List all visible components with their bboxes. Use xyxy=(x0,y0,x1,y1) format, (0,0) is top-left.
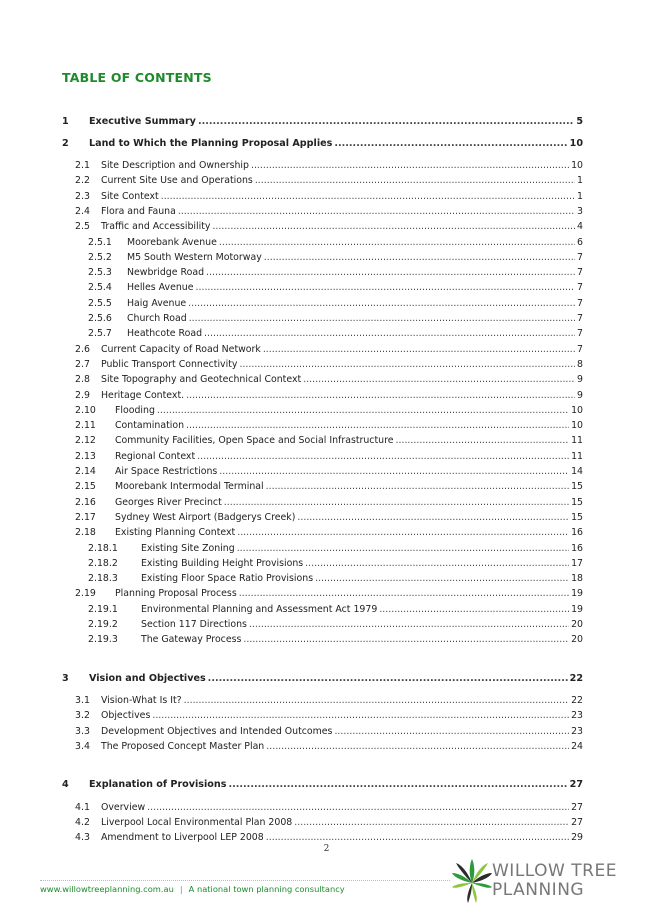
toc-entry[interactable] xyxy=(88,297,583,311)
toc-dot-leader xyxy=(237,526,569,540)
toc-entry-page: 27 xyxy=(569,779,583,791)
toc-entry[interactable] xyxy=(75,205,583,219)
toc-entry-page: 7 xyxy=(577,313,583,324)
toc-entry[interactable] xyxy=(88,603,583,617)
toc-dot-leader xyxy=(266,740,569,754)
toc-entry-number: 2.16 xyxy=(75,496,96,508)
toc-entry-page: 23 xyxy=(571,725,583,737)
toc-dot-leader xyxy=(196,281,576,295)
toc-entry-page: 24 xyxy=(571,741,583,752)
toc-entry-number: 3.4 xyxy=(75,741,90,752)
footer-tagline: A national town planning consultancy xyxy=(188,884,345,894)
toc-entry-title: Vision-What Is It? xyxy=(101,695,182,707)
footer-divider xyxy=(40,880,450,881)
toc-entry-title: The Proposed Concept Master Plan xyxy=(101,741,265,752)
toc-entry[interactable] xyxy=(88,572,583,586)
toc-entry-title: Development Objectives and Intended Outcomes xyxy=(101,725,333,737)
toc-entry-title: Existing Planning Context xyxy=(115,527,236,539)
toc-entry-page: 18 xyxy=(571,573,583,585)
toc-heading: TABLE OF CONTENTS xyxy=(62,70,212,85)
toc-entry-page: 1 xyxy=(577,175,583,187)
toc-dot-leader xyxy=(188,297,575,311)
toc-entry-title: Church Road xyxy=(127,313,187,324)
toc-entry-page: 14 xyxy=(571,466,583,477)
toc-entry[interactable] xyxy=(75,709,583,723)
toc-entry-number: 2.5.5 xyxy=(88,297,112,309)
toc-entry[interactable] xyxy=(88,618,583,632)
footer-separator: | xyxy=(179,884,183,894)
toc-entry-title: Flooding xyxy=(115,404,155,416)
toc-entry[interactable] xyxy=(62,115,583,129)
toc-entry[interactable] xyxy=(88,327,583,341)
toc-entry-number: 2.9 xyxy=(75,389,90,401)
toc-entry-number: 2.11 xyxy=(75,420,96,432)
toc-entry-page: 19 xyxy=(571,588,583,600)
toc-entry[interactable] xyxy=(88,312,583,326)
toc-entry-number: 3.2 xyxy=(75,710,90,722)
toc-entry-number: 2.13 xyxy=(75,450,96,462)
toc-entry-title: Helles Avenue xyxy=(127,282,194,294)
toc-entry[interactable] xyxy=(75,740,583,754)
toc-entry-number: 3.1 xyxy=(75,695,90,707)
toc-entry-number: 2.5 xyxy=(75,221,90,233)
toc-entry-number: 2.19.3 xyxy=(88,634,118,646)
toc-dot-leader xyxy=(197,450,569,464)
toc-dot-leader xyxy=(184,694,569,708)
page-number: 2 xyxy=(323,844,330,854)
toc-entry-page: 27 xyxy=(571,801,583,813)
toc-entry[interactable] xyxy=(75,801,583,815)
toc-entry-page: 11 xyxy=(571,450,583,462)
toc-entry-page: 9 xyxy=(577,374,583,386)
toc-dot-leader xyxy=(249,618,569,632)
toc-entry[interactable] xyxy=(75,373,583,387)
toc-dot-leader xyxy=(255,174,575,188)
toc-dot-leader xyxy=(251,159,569,173)
toc-entry-title: Explanation of Provisions xyxy=(89,779,227,791)
toc-entry-title: Georges River Precinct xyxy=(115,496,222,508)
toc-dot-leader xyxy=(206,266,575,280)
toc-entry[interactable] xyxy=(75,434,583,448)
toc-dot-leader xyxy=(178,205,575,219)
toc-entry[interactable] xyxy=(75,496,583,510)
toc-entry-page: 29 xyxy=(571,832,583,844)
toc-entry-page: 7 xyxy=(577,297,583,309)
toc-entry-number: 2.14 xyxy=(75,466,96,477)
toc-entry[interactable] xyxy=(75,587,583,601)
toc-entry-number: 4.2 xyxy=(75,817,90,829)
toc-entry-title: Vision and Objectives xyxy=(89,672,206,684)
toc-entry[interactable] xyxy=(75,511,583,525)
toc-entry-title: Site Topography and Geotechnical Context xyxy=(101,374,302,386)
toc-entry-number: 2.8 xyxy=(75,374,90,386)
toc-entry-page: 10 xyxy=(569,137,583,149)
toc-entry-title: Current Site Use and Operations xyxy=(101,175,253,187)
toc-entry-page: 7 xyxy=(577,328,583,340)
toc-entry-page: 1 xyxy=(577,190,583,202)
toc-entry-title: Current Capacity of Road Network xyxy=(101,343,261,355)
toc-entry-number: 4.1 xyxy=(75,801,90,813)
toc-entry-number: 1 xyxy=(62,116,69,127)
toc-dot-leader xyxy=(266,480,569,494)
toc-entry-page: 19 xyxy=(571,603,583,615)
toc-dot-leader xyxy=(264,251,575,265)
toc-dot-leader xyxy=(228,778,567,792)
toc-dot-leader xyxy=(208,672,568,686)
toc-entry-title: Regional Context xyxy=(115,450,196,462)
toc-entry-title: Existing Floor Space Ratio Provisions xyxy=(141,573,314,585)
toc-entry-page: 27 xyxy=(571,817,583,829)
toc-entry-page: 15 xyxy=(571,511,583,523)
toc-entry-number: 2.18.1 xyxy=(88,542,118,554)
toc-entry-page: 17 xyxy=(571,557,583,569)
toc-dot-leader xyxy=(239,587,569,601)
toc-entry-title: Air Space Restrictions xyxy=(115,466,218,477)
toc-dot-leader xyxy=(315,572,569,586)
toc-entry-number: 2.17 xyxy=(75,511,96,523)
toc-dot-leader xyxy=(157,404,569,418)
toc-entry-page: 11 xyxy=(571,435,583,447)
toc-entry[interactable] xyxy=(75,450,583,464)
toc-entry-page: 10 xyxy=(571,404,583,416)
toc-entry-page: 7 xyxy=(577,251,583,263)
toc-entry-title: Environmental Planning and Assessment Act 1979 xyxy=(141,603,378,615)
toc-entry-title: Executive Summary xyxy=(89,116,196,127)
toc-entry-number: 2.19 xyxy=(75,588,96,600)
toc-entry-page: 15 xyxy=(571,481,583,493)
toc-entry-page: 7 xyxy=(577,282,583,294)
toc-entry[interactable] xyxy=(75,480,583,494)
toc-entry-title: The Gateway Process xyxy=(141,634,242,646)
toc-entry[interactable] xyxy=(75,389,583,403)
toc-entry[interactable] xyxy=(88,542,583,556)
toc-dot-leader xyxy=(189,312,575,326)
toc-entry-page: 5 xyxy=(576,116,583,127)
toc-dot-leader xyxy=(303,373,575,387)
toc-entry-number: 2.5.2 xyxy=(88,251,112,263)
toc-entry[interactable] xyxy=(75,190,583,204)
toc-entry-title: Community Facilities, Open Space and Social Infrastructure xyxy=(115,435,394,447)
toc-dot-leader xyxy=(379,603,569,617)
toc-entry-title: Contamination xyxy=(115,420,185,432)
toc-entry-page: 20 xyxy=(571,619,583,630)
toc-entry-number: 2.5.6 xyxy=(88,313,112,324)
toc-dot-leader xyxy=(219,236,575,250)
toc-dot-leader xyxy=(239,358,575,372)
toc-entry[interactable] xyxy=(62,672,583,686)
toc-entry-title: Haig Avenue xyxy=(127,297,187,309)
toc-entry-title: Section 117 Directions xyxy=(141,619,247,630)
toc-entry-number: 2.18.2 xyxy=(88,557,118,569)
toc-dot-leader xyxy=(224,496,569,510)
toc-entry[interactable] xyxy=(75,358,583,372)
toc-entry-number: 4.3 xyxy=(75,832,90,844)
toc-entry-page: 23 xyxy=(571,710,583,722)
toc-entry[interactable] xyxy=(88,236,583,250)
toc-entry-title: Overview xyxy=(101,801,146,813)
toc-dot-leader xyxy=(198,115,574,129)
toc-entry-title: Planning Proposal Process xyxy=(115,588,237,600)
toc-entry-page: 6 xyxy=(577,236,583,248)
toc-entry[interactable] xyxy=(75,816,583,830)
toc-dot-leader xyxy=(212,220,575,234)
toc-entry-page: 9 xyxy=(577,389,583,401)
toc-entry-title: Newbridge Road xyxy=(127,267,205,279)
toc-entry-title: Public Transport Connectivity xyxy=(101,358,238,370)
toc-entry[interactable] xyxy=(88,557,583,571)
toc-dot-leader xyxy=(305,557,569,571)
toc-entry-number: 2 xyxy=(62,137,69,149)
toc-entry-number: 2.4 xyxy=(75,205,90,217)
toc-entry-title: Existing Site Zoning xyxy=(141,542,235,554)
toc-entry[interactable] xyxy=(75,174,583,188)
toc-entry-page: 7 xyxy=(577,343,583,355)
toc-entry-number: 2.18 xyxy=(75,527,96,539)
toc-entry[interactable] xyxy=(75,526,583,540)
toc-dot-leader xyxy=(237,542,569,556)
logo-wordmark-line1: WILLOW TREE xyxy=(492,861,617,881)
toc-entry[interactable] xyxy=(62,137,583,151)
toc-entry-title: Sydney West Airport (Badgerys Creek) xyxy=(115,511,296,523)
toc-entry-number: 2.5.7 xyxy=(88,328,112,340)
toc-entry-page: 15 xyxy=(571,496,583,508)
toc-entry-page: 3 xyxy=(577,205,583,217)
toc-entry-number: 2.5.3 xyxy=(88,267,112,279)
toc-entry-page: 22 xyxy=(569,672,583,684)
toc-entry[interactable] xyxy=(75,465,583,479)
toc-dot-leader xyxy=(152,709,569,723)
toc-entry-title: Traffic and Accessibility xyxy=(101,221,211,233)
toc-entry-page: 10 xyxy=(571,420,583,432)
toc-entry-title: Objectives xyxy=(101,710,151,722)
logo-wordmark-line2: PLANNING xyxy=(492,880,585,900)
toc-entry-number: 2.3 xyxy=(75,190,90,202)
toc-dot-leader xyxy=(334,137,567,151)
toc-entry[interactable] xyxy=(62,778,583,792)
toc-entry-number: 2.2 xyxy=(75,175,90,187)
toc-entry-number: 2.12 xyxy=(75,435,96,447)
toc-entry-title: Flora and Fauna xyxy=(101,205,176,217)
toc-entry-number: 2.19.1 xyxy=(88,603,118,615)
toc-dot-leader xyxy=(161,190,575,204)
toc-entry[interactable] xyxy=(88,281,583,295)
toc-entry-title: Heathcote Road xyxy=(127,328,203,340)
toc-entry-page: 7 xyxy=(577,267,583,279)
toc-entry[interactable] xyxy=(88,266,583,280)
toc-entry-number: 2.6 xyxy=(75,343,90,355)
toc-entry-number: 2.7 xyxy=(75,358,90,370)
toc-dot-leader xyxy=(219,465,569,479)
toc-entry-page: 8 xyxy=(577,358,583,370)
toc-entry-title: Site Description and Ownership xyxy=(101,160,249,171)
toc-entry-title: Site Context xyxy=(101,190,159,202)
toc-entry-number: 3.3 xyxy=(75,725,90,737)
toc-entry-title: Liverpool Local Environmental Plan 2008 xyxy=(101,817,293,829)
toc-entry[interactable] xyxy=(88,633,583,647)
footer xyxy=(40,884,345,894)
toc-entry[interactable] xyxy=(75,404,583,418)
toc-entry[interactable] xyxy=(75,725,583,739)
toc-entry-page: 10 xyxy=(571,160,583,171)
toc-dot-leader xyxy=(243,633,569,647)
toc-entry-page: 20 xyxy=(571,634,583,646)
toc-entry-page: 4 xyxy=(577,221,583,233)
toc-entry[interactable] xyxy=(75,419,583,433)
toc-dot-leader xyxy=(334,725,569,739)
toc-entry-title: M5 South Western Motorway xyxy=(127,251,262,263)
toc-entry-title: Amendment to Liverpool LEP 2008 xyxy=(101,832,264,844)
toc-dot-leader xyxy=(263,343,575,357)
toc-entry-number: 2.19.2 xyxy=(88,619,118,630)
toc-entry-title: Moorebank Intermodal Terminal xyxy=(115,481,264,493)
toc-entry-number: 2.5.4 xyxy=(88,282,112,294)
toc-entry[interactable] xyxy=(88,251,583,265)
toc-entry-number: 4 xyxy=(62,779,69,791)
toc-dot-leader xyxy=(186,389,575,403)
toc-dot-leader xyxy=(294,816,569,830)
toc-entry[interactable] xyxy=(75,343,583,357)
toc-dot-leader xyxy=(186,419,569,433)
toc-dot-leader xyxy=(204,327,575,341)
toc-entry-page: 16 xyxy=(571,527,583,539)
toc-entry-title: Existing Building Height Provisions xyxy=(141,557,304,569)
toc-entry-number: 2.5.1 xyxy=(88,236,112,248)
toc-entry-number: 2.1 xyxy=(75,160,90,171)
toc-dot-leader xyxy=(297,511,569,525)
toc-entry-number: 2.18.3 xyxy=(88,573,118,585)
toc-entry-number: 3 xyxy=(62,672,69,684)
toc-entry-number: 2.10 xyxy=(75,404,96,416)
toc-entry-title: Land to Which the Planning Proposal Applies xyxy=(89,137,333,149)
toc-entry[interactable] xyxy=(75,694,583,708)
toc-entry[interactable] xyxy=(75,159,583,173)
toc-entry-page: 22 xyxy=(571,695,583,707)
footer-website-link[interactable]: www.willowtreeplanning.com.au xyxy=(40,884,174,894)
toc-dot-leader xyxy=(147,801,569,815)
toc-entry-number: 2.15 xyxy=(75,481,96,493)
toc-dot-leader xyxy=(396,434,570,448)
toc-entry[interactable] xyxy=(75,220,583,234)
toc-entry-title: Moorebank Avenue xyxy=(127,236,217,248)
toc-entry-page: 16 xyxy=(571,542,583,554)
toc-entry-title: Heritage Context. xyxy=(101,389,185,401)
